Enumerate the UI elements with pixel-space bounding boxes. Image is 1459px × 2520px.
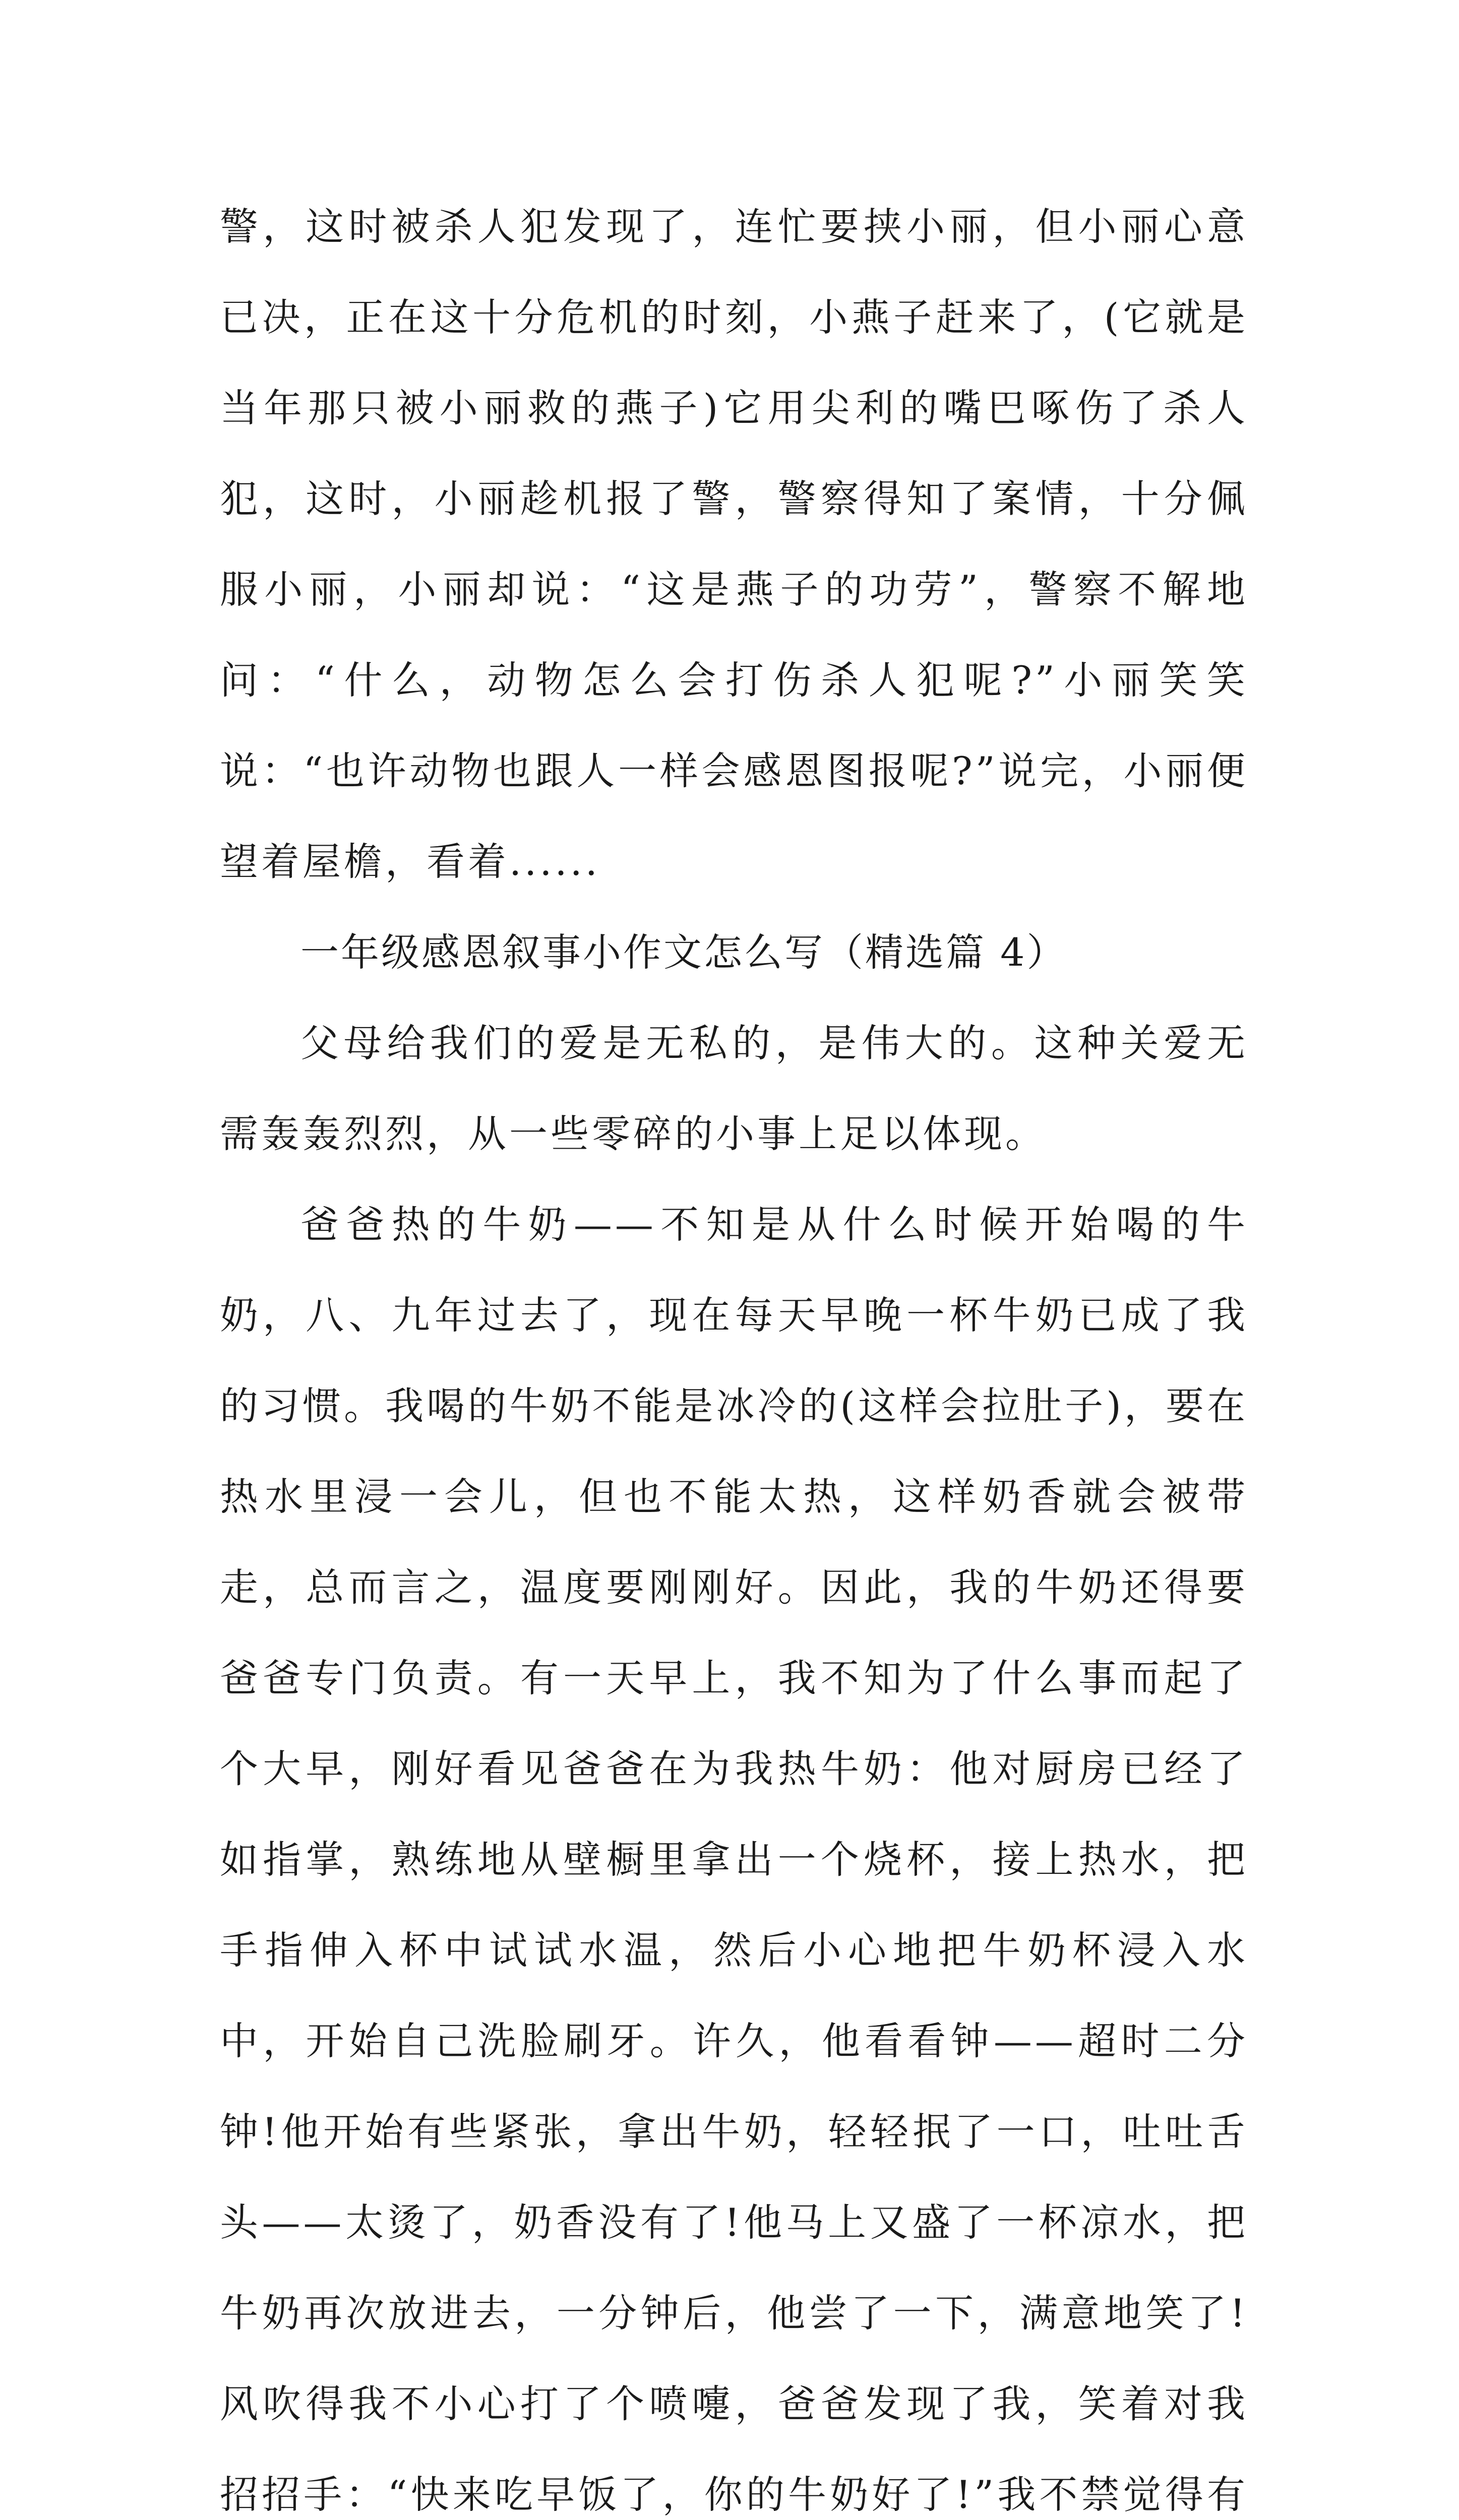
document-body — [220, 181, 1248, 2520]
paragraph-milk-story: 爸爸热的牛奶——不知是从什么时候开始喝的牛奶，八、九年过去了，现在每天早晚一杯牛奶已成了我的习惯。我喝的牛奶不能是冰冷的(这样会拉肚子)，要在热水里浸一会儿，但也不能太热，这样奶香就会被带走，总而言之，温度要刚刚好。因此，我的牛奶还得要爸爸专门负责。有一天早上，我不知为了什么事而起了个大早，刚好看见爸爸在为我热牛奶：他对厨房已经了如指掌，熟练地从壁橱里拿出一个烧杯，接上热水，把手指伸入杯中试试水温，然后小心地把牛奶杯浸入水中，开始自己洗脸刷牙。许久，他看看钟——超时二分钟!他开始有些紧张，拿出牛奶，轻轻抿了一口，吐吐舌头——太烫了，奶香没有了!他马上又盛了一杯凉水，把牛奶再次放进去，一分钟后，他尝了一下，满意地笑了!风吹得我不小心打了个喷嚏，爸爸发现了我，笑着对我招招手：“快来吃早饭了，你的牛奶好了!”我不禁觉得有 — [220, 1202, 1248, 2517]
paragraph-intro: 父母给我们的爱是无私的，是伟大的。这种关爱无需轰轰烈烈，从一些零碎的小事上足以体现。 — [220, 1021, 1248, 1156]
section-heading: 一年级感恩叙事小作文怎么写（精选篇 4） — [300, 930, 1067, 975]
paragraph-continuation: 警，这时被杀人犯发现了，连忙要挟小丽，但小丽心意已决，正在这十分危机的时刻，小燕子赶来了，(它就是当年那只被小丽救的燕子)它用尖利的嘴巴啄伤了杀人犯，这时，小丽趁机报了警，警察得知了案情，十分佩服小丽，小丽却说：“这是燕子的功劳”，警察不解地问：“什么，动物怎么会打伤杀人犯呢?”小丽笑笑说：“也许动物也跟人一样会感恩图报呢?”说完，小丽便望着屋檐，看着...... — [220, 204, 1248, 884]
